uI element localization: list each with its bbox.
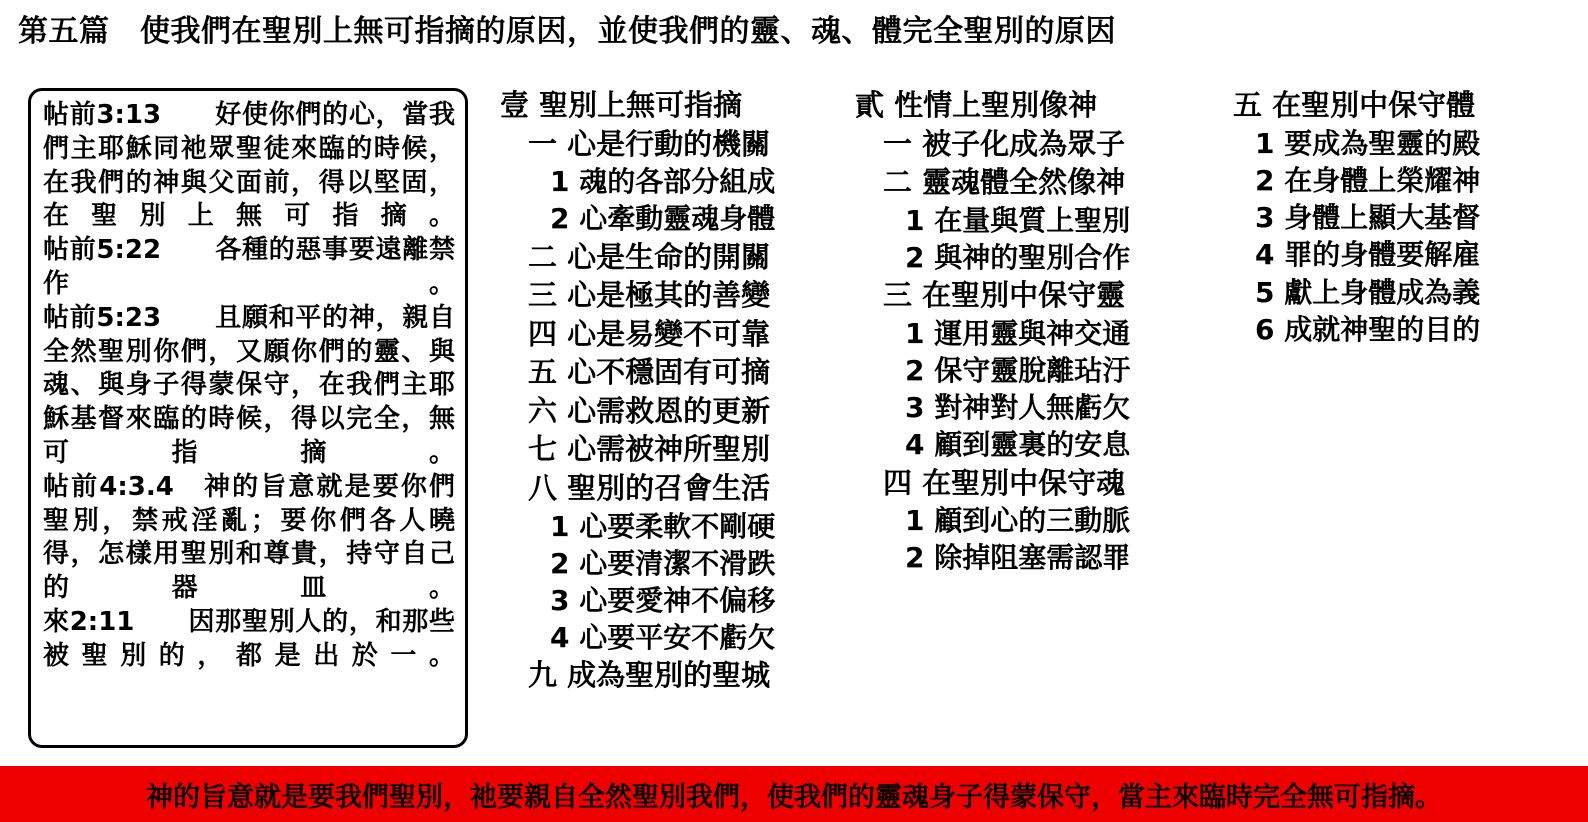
outline-item: 1 心要柔軟不剛硬 xyxy=(550,509,776,543)
outline-item: 2 在身體上榮耀神 xyxy=(1255,163,1481,197)
outline-item: 一 被子化成為眾子 xyxy=(883,126,1126,161)
outline-item: 1 魂的各部分組成 xyxy=(550,165,776,199)
outline-item: 4 罪的身體要解雇 xyxy=(1255,238,1481,272)
verse-paragraph: 來2:11 因那聖別人的，和那些被聖別的，都是出於一。 xyxy=(43,606,455,671)
outline-item: 4 顧到靈裏的安息 xyxy=(905,428,1131,462)
outline-item: 四 心是易變不可靠 xyxy=(528,316,771,351)
outline-item: 2 與神的聖別合作 xyxy=(905,240,1131,274)
outline-item: 1 在量與質上聖別 xyxy=(905,203,1131,237)
outline-item: 3 心要愛神不偏移 xyxy=(550,584,776,617)
outline-item: 三 心是極其的善變 xyxy=(528,278,771,313)
outline-item: 二 心是生命的開關 xyxy=(528,239,771,274)
verse-paragraph: 帖前5:22 各種的惡事要遠離禁作。 xyxy=(43,235,455,299)
verse-paragraph: 帖前4:3.4 神的旨意就是要你們聖別，禁戒淫亂；要你們各人曉得，怎樣用聖別和尊貴，持守自己的器皿。 xyxy=(43,471,455,604)
verse-quote-box xyxy=(28,88,468,748)
outline-item: 三 在聖別中保守靈 xyxy=(883,278,1126,313)
outline-item: 2 心牽動靈魂身體 xyxy=(550,202,776,236)
outline-item: 五 心不穩固有可摘 xyxy=(528,355,771,390)
footer-banner xyxy=(0,766,1588,822)
outline-item: 3 身體上顯大基督 xyxy=(1255,201,1481,235)
outline-heading: 壹 聖別上無可指摘 xyxy=(500,88,743,122)
outline-item: 一 心是行動的機關 xyxy=(528,126,771,161)
outline-item: 六 心需救恩的更新 xyxy=(528,393,771,428)
outline-column-one xyxy=(500,86,840,695)
footer-text: 神的旨意就是要我們聖別，祂要親自全然聖別我們，使我們的靈魂身子得蒙保守，當主來臨時完全無可指摘。 xyxy=(146,781,1442,813)
verse-paragraph: 帖前3:13 好使你們的心，當我們主耶穌同祂眾聖徒來臨的時候，在我們的神與父面前，得以堅固，在聖別上無可指摘。 xyxy=(43,100,455,232)
outline-item: 七 心需被神所聖別 xyxy=(528,432,771,467)
outline-item: 6 成就神聖的目的 xyxy=(1255,312,1481,346)
outline-item: 2 保守靈脫離玷汙 xyxy=(905,353,1131,387)
outline-item: 1 要成為聖靈的殿 xyxy=(1255,126,1481,160)
outline-item: 2 心要清潔不滑跌 xyxy=(550,546,776,580)
outline-item: 5 獻上身體成為義 xyxy=(1255,275,1481,309)
page-title: 第五篇 使我們在聖別上無可指摘的原因，並使我們的靈、魂、體完全聖別的原因 xyxy=(18,14,1116,49)
outline-item: 四 在聖別中保守魂 xyxy=(883,465,1126,500)
verse-paragraph: 帖前5:23 且願和平的神，親自全然聖別你們，又願你們的靈、與魂、與身子得蒙保守，在我們主耶穌基督來臨的時候，得以完全，無可指摘。 xyxy=(43,302,455,468)
outline-item: 1 運用靈與神交通 xyxy=(905,316,1131,350)
outline-heading: 貳 性情上聖別像神 xyxy=(855,88,1098,122)
outline-column-two xyxy=(855,86,1195,577)
outline-item: 八 聖別的召會生活 xyxy=(528,470,771,505)
outline-item: 五 在聖別中保守體 xyxy=(1233,88,1476,122)
outline-item: 二 靈魂體全然像神 xyxy=(883,165,1126,200)
outline-item: 3 對神對人無虧欠 xyxy=(905,391,1131,425)
outline-item: 4 心要平安不虧欠 xyxy=(550,621,776,655)
outline-item: 1 顧到心的三動脈 xyxy=(905,504,1131,538)
outline-item: 2 除掉阻塞需認罪 xyxy=(905,541,1131,575)
outline-item: 九 成為聖別的聖城 xyxy=(528,658,771,693)
outline-column-three xyxy=(1205,86,1545,348)
